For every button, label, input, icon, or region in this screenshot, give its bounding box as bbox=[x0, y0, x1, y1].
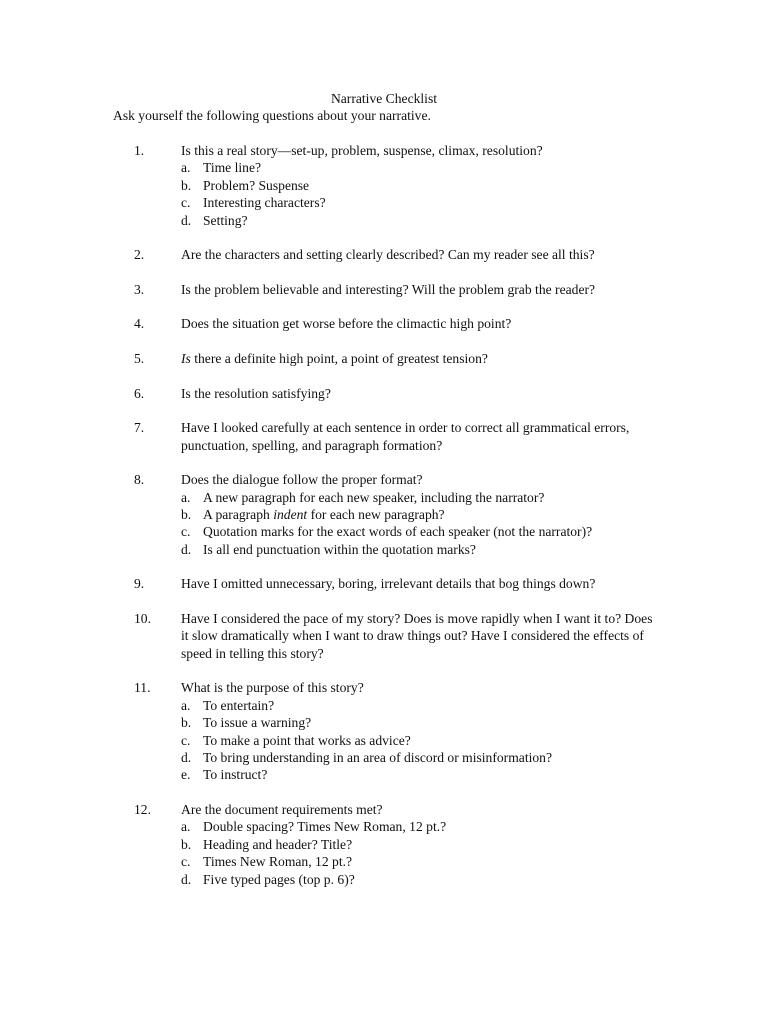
list-item bbox=[0, 385, 768, 402]
list-item bbox=[0, 679, 768, 783]
sub-item: a. A new paragraph for each new speaker, including the narrator? bbox=[181, 489, 545, 505]
item-question: Is there a definite high point, a point of greatest tension? bbox=[181, 351, 488, 366]
item-question: Is this a real story—set-up, problem, suspense, climax, resolution? bbox=[181, 143, 543, 158]
list-item bbox=[0, 315, 768, 332]
item-number: 4. bbox=[134, 316, 145, 332]
item-number: 8. bbox=[134, 472, 145, 488]
sub-item: d. To bring understanding in an area of discord or misinformation? bbox=[181, 750, 552, 766]
list-item bbox=[0, 281, 768, 298]
sub-item: d. Setting? bbox=[181, 212, 248, 228]
list-item bbox=[0, 246, 768, 263]
list-item bbox=[0, 142, 768, 229]
sub-item: b. Heading and header? Title? bbox=[181, 836, 353, 852]
list-item bbox=[0, 801, 768, 888]
item-question: Have I looked carefully at each sentence in order to correct all grammatical errors, punctuation, spelling, and paragraph formation? bbox=[181, 420, 630, 453]
list-item bbox=[0, 471, 768, 558]
sub-item: d. Five typed pages (top p. 6)? bbox=[181, 871, 355, 887]
item-number: 10. bbox=[134, 611, 151, 626]
item-number: 7. bbox=[134, 420, 145, 436]
checklist bbox=[0, 142, 768, 905]
list-item bbox=[0, 610, 768, 662]
list-item bbox=[0, 419, 768, 454]
item-number: 2. bbox=[134, 247, 145, 263]
item-number: 6. bbox=[134, 385, 145, 401]
item-question: Is the problem believable and interesting? Will the problem grab the reader? bbox=[181, 281, 596, 297]
item-number: 9. bbox=[134, 576, 145, 592]
item-question: Does the dialogue follow the proper format? bbox=[181, 472, 423, 488]
page-title: Narrative Checklist bbox=[330, 91, 438, 106]
item-question: Are the document requirements met? bbox=[181, 802, 383, 818]
sub-item: b. Problem? Suspense bbox=[181, 177, 310, 193]
intro-text: Ask yourself the following questions about your narrative. bbox=[113, 108, 431, 123]
item-number: 5. bbox=[134, 351, 145, 366]
sub-item: a. Double spacing? Times New Roman, 12 pt.? bbox=[181, 819, 447, 835]
list-item bbox=[0, 350, 768, 367]
list-item bbox=[0, 575, 768, 592]
item-number: 3. bbox=[134, 281, 145, 297]
item-question: Is the resolution satisfying? bbox=[181, 385, 331, 401]
sub-item: a. To entertain? bbox=[181, 697, 275, 713]
item-number: 1. bbox=[134, 143, 145, 158]
sub-item: c. To make a point that works as advice? bbox=[181, 732, 411, 748]
sub-item: a. Time line? bbox=[181, 160, 262, 176]
item-question: Does the situation get worse before the climactic high point? bbox=[181, 316, 512, 332]
item-number: 12. bbox=[134, 802, 151, 818]
item-question: Are the characters and setting clearly described? Can my reader see all this? bbox=[181, 247, 595, 263]
sub-item: b. To issue a warning? bbox=[181, 715, 312, 731]
item-question: Have I considered the pace of my story? Does is move rapidly when I want it to? Does it slow dramatically when I want to draw things out? Have I considered the effects of speed in telling this story? bbox=[181, 611, 653, 661]
sub-item: c. Quotation marks for the exact words of each speaker (not the narrator)? bbox=[181, 524, 593, 540]
sub-item: c. Times New Roman, 12 pt.? bbox=[181, 854, 353, 870]
sub-item: b. A paragraph indent for each new paragraph? bbox=[181, 507, 445, 522]
sub-item: c. Interesting characters? bbox=[181, 195, 326, 211]
item-number: 11. bbox=[134, 680, 151, 696]
sub-item: d. Is all end punctuation within the quotation marks? bbox=[181, 541, 476, 557]
sub-item: e. To instruct? bbox=[181, 767, 268, 783]
item-question: Have I omitted unnecessary, boring, irrelevant details that bog things down? bbox=[181, 576, 596, 592]
item-question: What is the purpose of this story? bbox=[181, 680, 364, 696]
